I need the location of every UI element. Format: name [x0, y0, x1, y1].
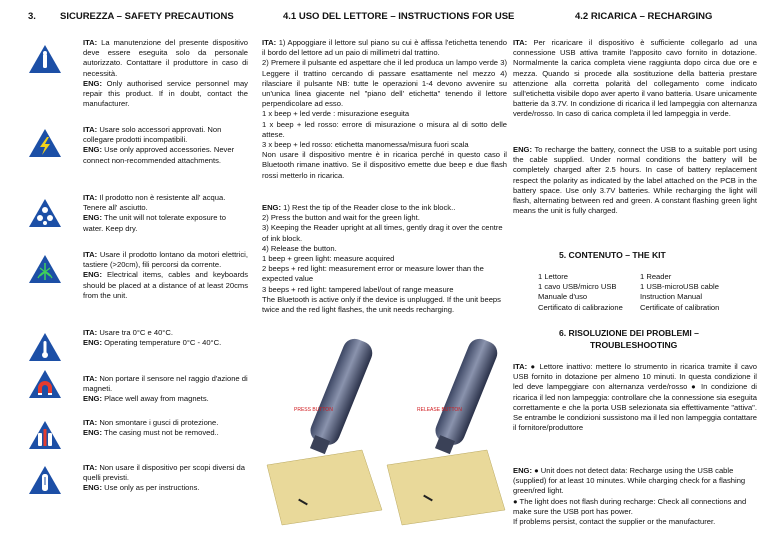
section-title-safety: SICUREZZA – SAFETY PRECAUTIONS: [60, 11, 234, 22]
lightning-warning-icon: [28, 128, 62, 158]
thermometer-warning-icon: [28, 332, 62, 362]
water-drops-warning-icon: [28, 198, 62, 228]
safety-block-5: ITA: Usare tra 0°C e 40°C. ENG: Operating temperature 0°C - 40°C.: [83, 328, 222, 348]
reader-usage-illustration: [262, 335, 507, 540]
section-title-kit: 5. CONTENUTO – THE KIT: [559, 250, 666, 260]
electrical-field-warning-icon: [28, 254, 62, 284]
section-title-troubleshooting: 6. RISOLUZIONE DEI PROBLEMI –: [559, 328, 699, 338]
press-button-label: PRESS BUTTON: [294, 407, 333, 413]
usage-warning-icon: [28, 465, 62, 495]
recharging-eng: ENG: To recharge the battery, connect the USB to a suitable port using the cable supplied. Under normal conditions the battery will be completely charged after 2.5 hours. In case of battery replacement respect the polarity as indicated by the label attached on the PCB in the battery space. Use only 3.7V batteries. While recharging the light will flash, alternating between red and green. A constant flashing green light means the unit is fully charged.: [513, 145, 757, 216]
section-title-recharging: 4.2 RICARICA – RECHARGING: [575, 11, 713, 22]
section-number: 3.: [28, 11, 36, 22]
service-warning-icon: [28, 44, 62, 74]
safety-block-4: ITA: Usare il prodotto lontano da motori elettrici, tastiere (>20cm), fili percorsi da corrente. ENG: Electrical items, cables and keyboards should be placed at a distance of at least 20cms from the unit.: [83, 250, 248, 300]
troubleshooting-eng: ENG: ● Unit does not detect data: Recharge using the USB cable (supplied) for at least 10 minutes. While charging check for a flashing green/red light. ● The light does not flash during recharge: Check all connections and make sure the USB port has power. If problems persist, contact the supplier or the manufacturer.: [513, 466, 747, 527]
section-title-instructions: 4.1 USO DEL LETTORE – INSTRUCTIONS FOR USE: [283, 11, 515, 22]
safety-block-6: ITA: Non portare il sensore nel raggio d'azione di magneti. ENG: Place well away from magnets.: [83, 374, 248, 404]
safety-block-7: ITA: Non smontare i gusci di protezione. ENG: The casing must not be removed..: [83, 418, 219, 438]
recharging-ita: ITA: Per ricaricare il dispositivo è sufficiente collegarlo ad una connessione USB attiva tramite l'apposito cavo fornito in dotazione. Normalmente la carica completa viene raggiunta dopo circa due ore e mezza. Quando si procede alla sostituzione della batteria prestare attenzione alla corretta polarità del collegamento come indicato sull'etichetta visibile dopo aver aperto il vano batteria. Usare unicamente batterie da 3.7V. In condizione di ricarica il led lampeggia con alternanza verde/rosso. In caso di carica completa il led lampeggia in verde.: [513, 38, 757, 119]
safety-block-2: ITA: Usare solo accessori approvati. Non collegare prodotti incompatibili. ENG: Use only approved accessories. Never connect non-recommended attachments.: [83, 125, 235, 165]
safety-block-8: ITA: Non usare il dispositivo per scopi diversi da quelli previsti. ENG: Use only as per instructions.: [83, 463, 245, 493]
kit-list-ita: 1 Lettore 1 cavo USB/micro USB Manuale d'uso Certificato di calibrazione: [538, 272, 623, 312]
safety-block-1: ITA: La manutenzione del presente dispositivo deve essere eseguita solo da personale autorizzato. Contattare il produttore in caso di necessità. ENG: Only authorised service personnel may repair this product. If in doubt, contact the manufacturer.: [83, 38, 248, 109]
magnet-warning-icon: [28, 369, 62, 399]
instructions-eng: ENG: 1) Rest the tip of the Reader close to the ink block.. 2) Press the button and wait for the green light. 3) Keeping the Reader upright at all times, gently drag it over the centre of ink block. 4) Release the button. 1 beep + green light: measure acquired 2 beeps + red light: measurement error or measure lower than the expected value 3 beeps + red light: tampered label/out of range measure The Bluetooth is active only if the device is unplugged. If the unit beeps twice and the red light flashes, the unit needs recharging.: [262, 203, 503, 315]
release-button-label: RELEASE BUTTON: [417, 407, 462, 413]
troubleshooting-ita: ITA: ● Lettore inattivo: mettere lo strumento in ricarica tramite il cavo USB fornito in dotazione per almeno 10 minuti. In questa condizione il led deve lampeggiare con alternanza verde/rosso ● In condizione di ricarica il led non lampeggia: controllare che la connessione sia eseguita correttamente e che la porta USB selezionata sia effettivamente "attiva". Se entrambe le condizioni sussistono ma il led non lampeggia contattare il fornitore/produttore: [513, 362, 757, 433]
disassembly-warning-icon: [28, 420, 62, 450]
kit-list-eng: 1 Reader 1 USB-microUSB cable Instruction Manual Certificate of calibration: [640, 272, 720, 312]
section-title-troubleshooting-en: TROUBLESHOOTING: [590, 340, 678, 350]
safety-block-3: ITA: Il prodotto non è resistente all' acqua. Tenere all' asciutto. ENG: The unit will not tolerate exposure to water. Keep dry.: [83, 193, 226, 233]
instructions-ita: ITA: 1) Appoggiare il lettore sul piano su cui è affissa l'etichetta tenendo il bordo del lettore ad un paio di millimetri dal trattino. 2) Premere il pulsante ed aspettare che il led produca un lampo verde 3) Leggere il trattino cercando di passare esattamente nel mezzo 4) rilasciare il pulsante NB: tutte le operazioni 1-4 devono avvenire su un'unica linea giacente nel "piano dell' etichetta" tenendo il lettore perpendicolare ad esso. 1 x beep + led verde : misurazione eseguita 1 x beep + led rosso: errore di misurazione o misura al di sotto delle attese. 3 x beep + led rosso: etichetta manomessa/misura fuori scala Non usare il dispositivo mentre è in ricarica perché in questo caso il Bluetooth rimane inattivo. Se il dispositivo emette due beep e due flash rossi metterlo in ricarica.: [262, 38, 507, 180]
